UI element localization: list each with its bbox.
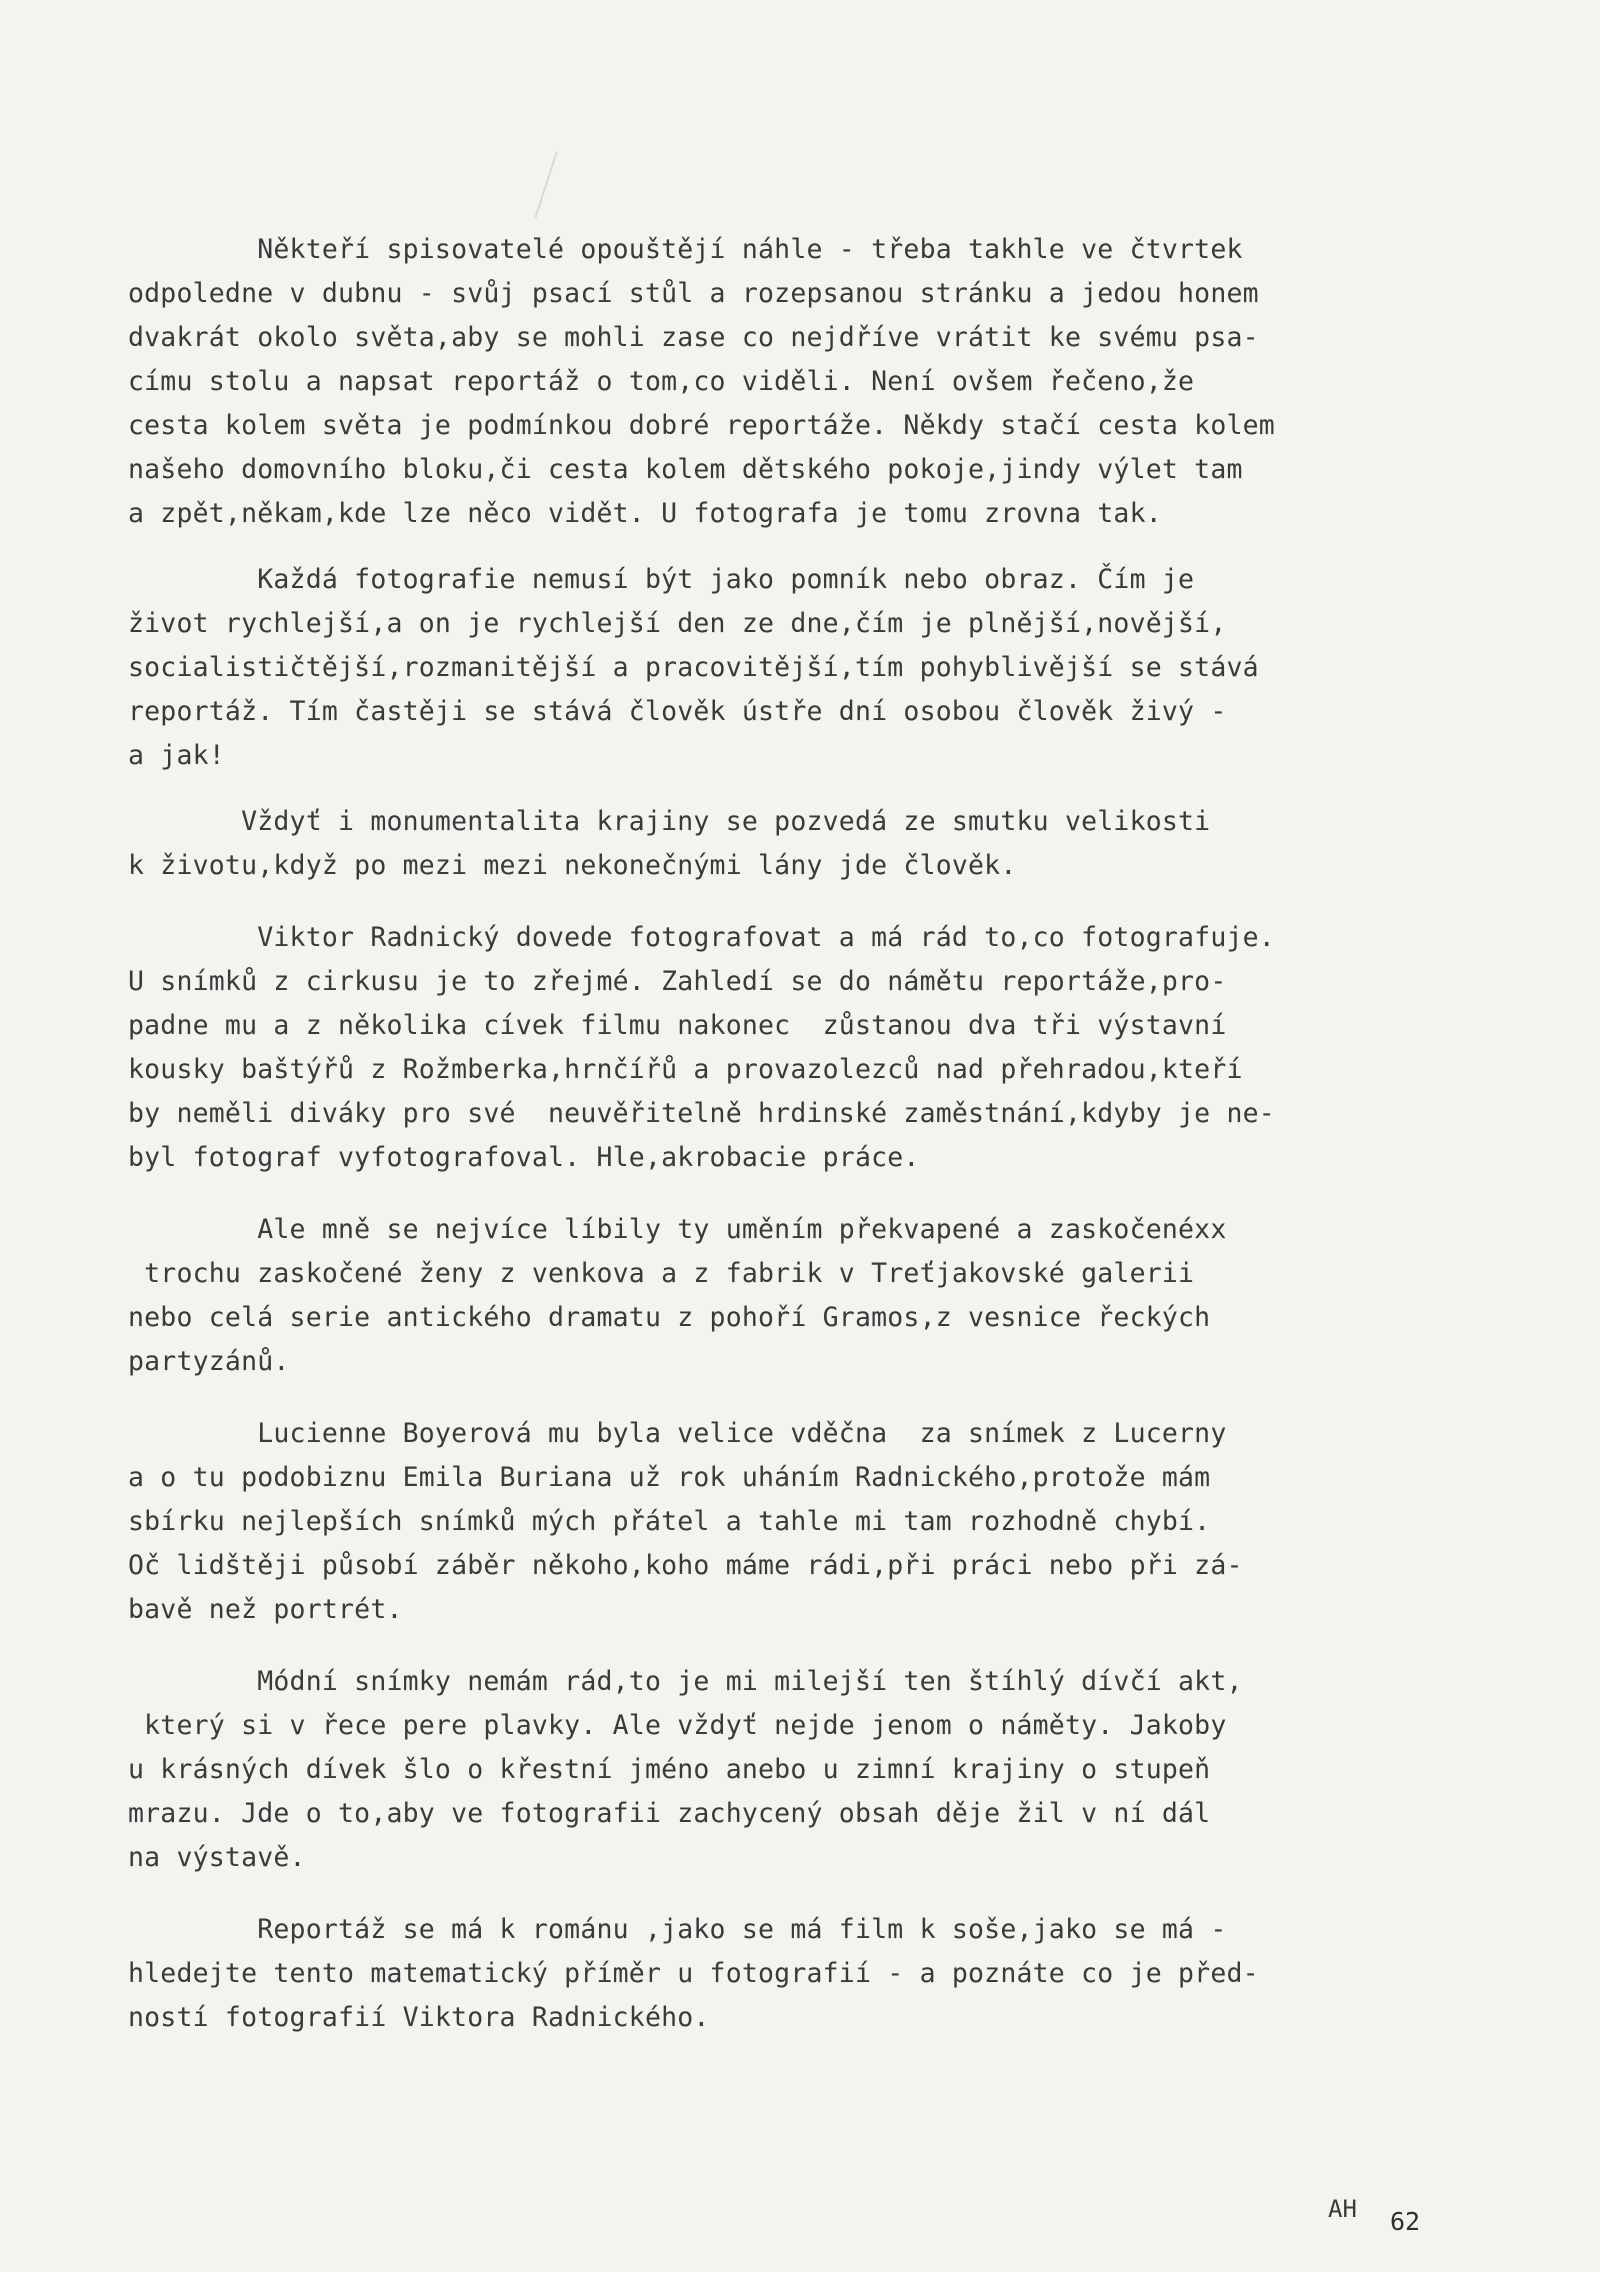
text-line: k životu,když po mezi mezi nekonečnými lány jde člověk.: [128, 850, 1017, 881]
text-line: sbírku nejlepších snímků mých přátel a tahle mi tam rozhodně chybí.: [128, 1506, 1211, 1537]
text-line: byl fotograf vyfotografoval. Hle,akrobacie práce.: [128, 1142, 920, 1173]
text-line: reportáž. Tím častěji se stává člověk ústře dní osobou člověk živý -: [128, 696, 1227, 727]
paragraph-6: [128, 1412, 1588, 1632]
text-line: Módní snímky nemám rád,to je mi milejší ten štíhlý dívčí akt,: [128, 1666, 1243, 1697]
paragraph-8: [128, 1908, 1588, 2040]
text-line: U snímků z cirkusu je to zřejmé. Zahledí se do námětu reportáže,pro-: [128, 966, 1227, 997]
paragraph-5: [128, 1208, 1588, 1384]
text-line: cesta kolem světa je podmínkou dobré reportáže. Někdy stačí cesta kolem: [128, 410, 1275, 441]
text-line: Lucienne Boyerová mu byla velice vděčna za snímek z Lucerny: [128, 1418, 1227, 1449]
text-line: címu stolu a napsat reportáž o tom,co viděli. Není ovšem řečeno,že: [128, 366, 1195, 397]
text-line: Oč lidštěji působí záběr někoho,koho máme rádi,při práci nebo při zá-: [128, 1550, 1243, 1581]
typed-text-body: [128, 228, 1588, 2040]
paragraph-2: [128, 558, 1588, 778]
author-initials: AH: [1328, 2195, 1357, 2223]
text-line: Vždyť i monumentalita krajiny se pozvedá ze smutku velikosti: [128, 806, 1211, 837]
text-line: Reportáž se má k románu ,jako se má film k soše,jako se má -: [128, 1914, 1227, 1945]
text-line: našeho domovního bloku,či cesta kolem dětského pokoje,jindy výlet tam: [128, 454, 1243, 485]
pencil-mark: [534, 151, 558, 218]
text-line: nebo celá serie antického dramatu z pohoří Gramos,z vesnice řeckých: [128, 1302, 1211, 1333]
text-line: Viktor Radnický dovede fotografovat a má rád to,co fotografuje.: [128, 922, 1275, 953]
text-line: a jak!: [128, 740, 225, 771]
text-line: kousky baštýřů z Rožmberka,hrnčířů a provazolezců nad přehradou,kteří: [128, 1054, 1243, 1085]
page-number: 62: [1390, 2207, 1421, 2236]
text-line: ností fotografií Viktora Radnického.: [128, 2002, 710, 2033]
text-line: padne mu a z několika cívek filmu nakonec zůstanou dva tři výstavní: [128, 1010, 1227, 1041]
paragraph-4: [128, 916, 1588, 1180]
text-line: by neměli diváky pro své neuvěřitelně hrdinské zaměstnání,kdyby je ne-: [128, 1098, 1275, 1129]
text-line: partyzánů.: [128, 1346, 290, 1377]
text-line: bavě než portrét.: [128, 1594, 403, 1625]
text-line: trochu zaskočené ženy z venkova a z fabrik v Treťjakovské galerii: [128, 1258, 1195, 1289]
text-line: a zpět,někam,kde lze něco vidět. U fotografa je tomu zrovna tak.: [128, 498, 1162, 529]
text-line: dvakrát okolo světa,aby se mohli zase co nejdříve vrátit ke svému psa-: [128, 322, 1259, 353]
text-line: odpoledne v dubnu - svůj psací stůl a rozepsanou stránku a jedou honem: [128, 278, 1259, 309]
paragraph-3: [128, 800, 1588, 888]
text-line: život rychlejší,a on je rychlejší den ze dne,čím je plnější,novější,: [128, 608, 1227, 639]
paragraph-7: [128, 1660, 1588, 1880]
text-line: a o tu podobiznu Emila Buriana už rok uháním Radnického,protože mám: [128, 1462, 1211, 1493]
text-line: který si v řece pere plavky. Ale vždyť nejde jenom o náměty. Jakoby: [128, 1710, 1227, 1741]
text-line: Každá fotografie nemusí být jako pomník nebo obraz. Čím je: [128, 564, 1195, 595]
text-line: u krásných dívek šlo o křestní jméno anebo u zimní krajiny o stupeň: [128, 1754, 1211, 1785]
paragraph-1: [128, 228, 1588, 536]
text-line: hledejte tento matematický příměr u fotografií - a poznáte co je před-: [128, 1958, 1259, 1989]
text-line: Někteří spisovatelé opouštějí náhle - třeba takhle ve čtvrtek: [128, 234, 1243, 265]
text-line: na výstavě.: [128, 1842, 306, 1873]
text-line: socialističtější,rozmanitější a pracovitější,tím pohyblivější se stává: [128, 652, 1259, 683]
text-line: mrazu. Jde o to,aby ve fotografii zachycený obsah děje žil v ní dál: [128, 1798, 1211, 1829]
text-line: Ale mně se nejvíce líbily ty uměním překvapené a zaskočenéxx: [128, 1214, 1227, 1245]
